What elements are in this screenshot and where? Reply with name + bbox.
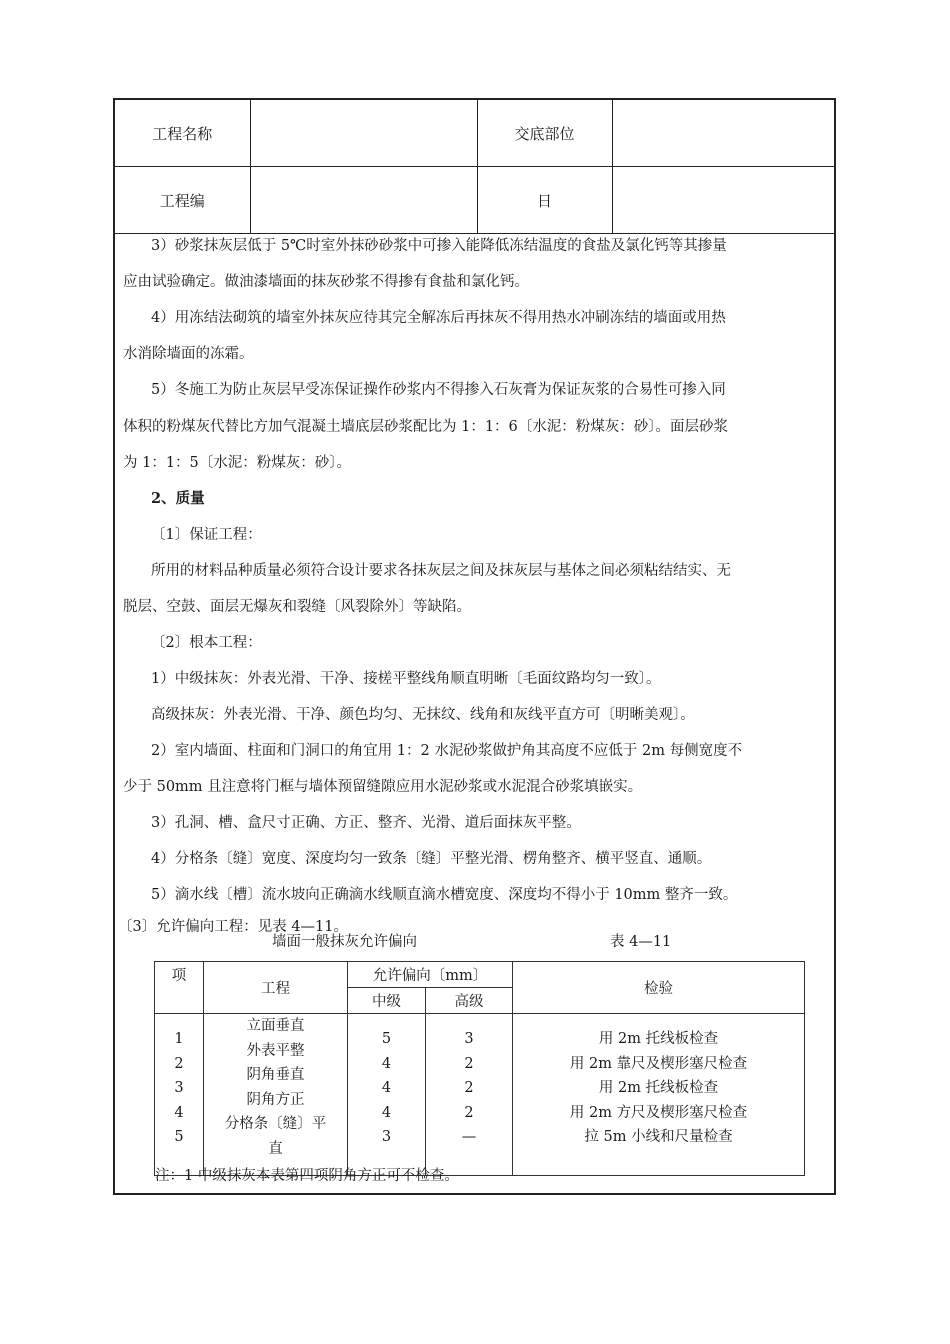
paragraph: 所用的材料品种质量必须符合设计要求各抹灰层之间及抹灰层与基体之间必须粘结结实、无 [151, 563, 731, 579]
subheading: 〔1〕保证工程： [151, 527, 262, 543]
paragraph: 水消除墙面的冻霜。 [123, 346, 254, 362]
col-header-check: 检验 [513, 962, 805, 1014]
project-name: 外表平整 [246, 1042, 305, 1059]
paragraph: 5）冬施工为防止灰层早受冻保证操作砂浆内不得掺入石灰膏为保证灰浆的合易性可掺入同 [151, 382, 726, 398]
item-number: 5 [174, 1129, 184, 1145]
high-value: 2 [464, 1104, 474, 1121]
header-table [115, 100, 834, 234]
checks-cell [513, 1014, 805, 1176]
check-method: 用 2m 靠尺及楔形塞尺检查 [569, 1055, 748, 1072]
paragraph: 脱层、空鼓、面层无爆灰和裂缝〔风裂除外〕等缺陷。 [123, 599, 471, 615]
project-code-value[interactable] [250, 167, 477, 234]
mid-cell [348, 1014, 426, 1176]
high-value: 2 [464, 1080, 474, 1096]
paragraph: 4）分格条〔缝〕宽度、深度均匀一致条〔缝〕平整光滑、楞角整齐、横平竖直、通顺。 [151, 851, 712, 867]
projects-cell [204, 1014, 348, 1176]
items-cell [155, 1014, 204, 1176]
paragraph: 1）中级抹灰：外表光滑、干净、接槎平整线角顺直明晰〔毛面纹路均匀一致〕。 [151, 671, 661, 687]
high-value: 2 [464, 1055, 474, 1072]
col-header-high: 高级 [426, 988, 513, 1014]
mid-value: 4 [381, 1080, 392, 1096]
document-frame [113, 98, 836, 1195]
high-cell [426, 1014, 513, 1176]
project-name-value[interactable] [250, 100, 477, 167]
mid-value: 5 [381, 1031, 392, 1047]
subheading: 〔3〕允许偏向工程：见表 4—11。 [118, 919, 349, 935]
project-name: 阴角垂直 [246, 1067, 305, 1083]
paragraph: 3）孔洞、槽、盒尺寸正确、方正、整齐、光滑、道后面抹灰平整。 [151, 815, 581, 831]
table-number: 表 4—11 [610, 934, 672, 950]
mid-value: 3 [381, 1129, 392, 1145]
subheading: 〔2〕根本工程： [151, 635, 262, 651]
project-name-label: 工程名称 [115, 100, 250, 167]
paragraph: 为 1：1：5〔水泥：粉煤灰：砂〕。 [123, 455, 352, 471]
handover-part-label: 交底部位 [477, 100, 612, 167]
col-header-allowed: 允许偏向〔mm〕 [348, 962, 513, 988]
project-name: 分格条〔缝〕平 [224, 1116, 327, 1132]
paragraph: 体积的粉煤灰代替比方加气混凝土墙底层砂浆配比为 1：1：6〔水泥：粉煤灰：砂〕。面层砂浆 [123, 419, 729, 435]
check-method: 拉 5m 小线和尺量检查 [584, 1129, 733, 1145]
date-label: 日 [477, 167, 612, 234]
paragraph: 2）室内墙面、柱面和门洞口的角宜用 1：2 水泥砂浆做护角其高度不应低于 2m 每侧宽度不 [151, 743, 743, 759]
project-name: 立面垂直 [246, 1018, 305, 1034]
col-header-item: 项 [155, 962, 204, 1014]
project-name: 阴角方正 [246, 1091, 305, 1108]
col-header-project: 工程 [204, 962, 348, 1014]
project-name: 直 [268, 1140, 283, 1157]
section-heading-quality: 2、质量 [151, 490, 205, 507]
check-method: 用 2m 托线板检查 [598, 1080, 719, 1096]
handover-part-value[interactable] [612, 100, 834, 167]
check-method: 用 2m 托线板检查 [598, 1031, 719, 1047]
paragraph: 少于 50mm 且注意将门框与墙体预留缝隙应用水泥砂浆或水泥混合砂浆填嵌实。 [123, 779, 643, 795]
col-header-mid: 中级 [348, 988, 426, 1014]
high-value: 3 [464, 1031, 474, 1047]
mid-value: 4 [381, 1104, 392, 1121]
paragraph: 5）滴水线〔槽〕流水坡向正确滴水线顺直滴水槽宽度、深度均不得小于 10mm 整齐一致。 [151, 887, 738, 903]
project-code-label: 工程编 [115, 167, 250, 234]
item-number: 4 [174, 1104, 184, 1121]
mid-value: 4 [381, 1055, 392, 1072]
paragraph: 应由试验确定。做油漆墙面的抹灰砂浆不得掺有食盐和氯化钙。 [123, 274, 529, 290]
high-value: — [461, 1129, 477, 1145]
table-caption: 墙面一般抹灰允许偏向 [272, 934, 417, 950]
paragraph: 3）砂浆抹灰层低于 5℃时室外抹砂砂浆中可掺入能降低冻结温度的食盐及氯化钙等其掺量 [151, 238, 727, 254]
check-method: 用 2m 方尺及楔形塞尺检查 [569, 1104, 748, 1121]
table-note: 注：1 中级抹灰本表第四项阴角方正可不检查。 [155, 1168, 459, 1184]
paragraph: 高级抹灰：外表光滑、干净、颜色均匀、无抹纹、线角和灰线平直方可〔明晰美观〕。 [151, 707, 695, 723]
item-number: 1 [174, 1031, 184, 1047]
tolerance-table [154, 961, 805, 1176]
paragraph: 4）用冻结法砌筑的墙室外抹灰应待其完全解冻后再抹灰不得用热水冲刷冻结的墙面或用热 [151, 310, 726, 326]
item-number: 2 [174, 1055, 184, 1072]
date-value[interactable] [612, 167, 834, 234]
item-number: 3 [174, 1080, 184, 1096]
